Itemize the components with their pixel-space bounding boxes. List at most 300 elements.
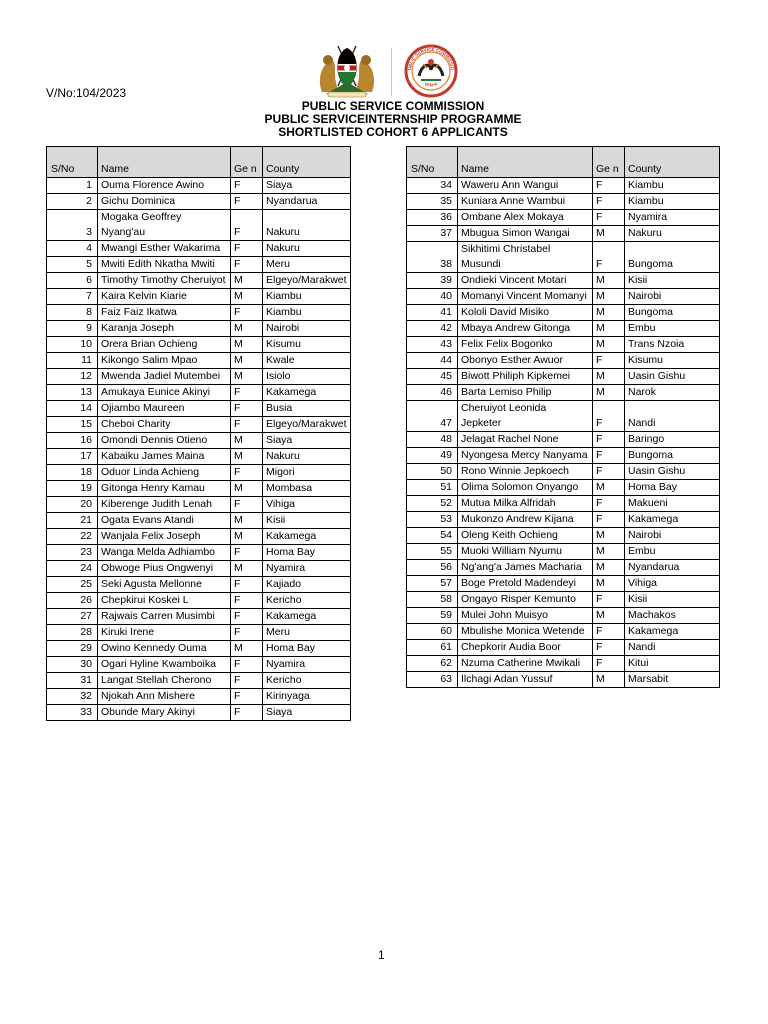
table-row — [407, 592, 720, 608]
cell-name: Faiz Faiz Ikatwa — [98, 305, 231, 321]
cell-name: Felix Felix Bogonko — [458, 337, 593, 353]
cell-sno: 12 — [47, 369, 98, 385]
cell-county: Kericho — [263, 593, 351, 609]
table-row — [47, 273, 351, 289]
cell-name: Amukaya Eunice Akinyi — [98, 385, 231, 401]
cell-name: Kuniara Anne Wambui — [458, 194, 593, 210]
cell-name: Ilchagi Adan Yussuf — [458, 672, 593, 688]
cell-sno: 36 — [407, 210, 458, 226]
cell-county: Kiambu — [625, 194, 720, 210]
cell-name: Orera Brian Ochieng — [98, 337, 231, 353]
table-row — [47, 305, 351, 321]
cell-name: Mukonzo Andrew Kijana — [458, 512, 593, 528]
cell-sno: 2 — [47, 194, 98, 210]
cell-name: Obonyo Esther Awuor — [458, 353, 593, 369]
table-row — [407, 289, 720, 305]
cell-gender: F — [593, 242, 625, 273]
cell-sno: 21 — [47, 513, 98, 529]
cell-gender: M — [231, 481, 263, 497]
cell-name: Sikhitimi Christabel Musundi — [458, 242, 593, 273]
cell-gender: M — [231, 641, 263, 657]
table-row — [407, 544, 720, 560]
table-header-row — [47, 147, 351, 178]
cell-sno: 55 — [407, 544, 458, 560]
cell-gender: F — [593, 496, 625, 512]
cell-sno: 10 — [47, 337, 98, 353]
cell-sno: 40 — [407, 289, 458, 305]
table-row — [407, 528, 720, 544]
cell-name: Boge Pretold Madendeyi — [458, 576, 593, 592]
cell-name: Ondieki Vincent Motari — [458, 273, 593, 289]
cell-gender: M — [593, 226, 625, 242]
table-row — [407, 353, 720, 369]
cell-gender: F — [231, 465, 263, 481]
cell-county: Uasin Gishu — [625, 369, 720, 385]
cell-county: Nairobi — [625, 528, 720, 544]
cell-gender: F — [593, 353, 625, 369]
cell-county: Nyandarua — [625, 560, 720, 576]
table-row — [47, 337, 351, 353]
cell-name: Mwenda Jadiel Mutembei — [98, 369, 231, 385]
cell-sno: 52 — [407, 496, 458, 512]
cell-county: Elgeyo/Marakwet — [263, 417, 351, 433]
table-row — [407, 321, 720, 337]
cell-gender: M — [593, 608, 625, 624]
cell-name: Kikongo Salim Mpao — [98, 353, 231, 369]
cell-gender: F — [231, 689, 263, 705]
table-row — [47, 689, 351, 705]
cell-county: Kiambu — [625, 178, 720, 194]
cell-county: Migori — [263, 465, 351, 481]
cell-gender: F — [593, 592, 625, 608]
cell-name: Kiruki Irene — [98, 625, 231, 641]
cell-name: Owino Kennedy Ouma — [98, 641, 231, 657]
table-row — [407, 512, 720, 528]
cell-gender: F — [231, 625, 263, 641]
cell-sno: 46 — [407, 385, 458, 401]
cell-sno: 17 — [47, 449, 98, 465]
title-line-1: PUBLIC SERVICE COMMISSION — [301, 99, 485, 113]
cell-name: Jelagat Rachel None — [458, 432, 593, 448]
cell-county: Embu — [625, 321, 720, 337]
title-line-2: PUBLIC SERVICEINTERNSHIP PROGRAMME — [264, 112, 522, 126]
cell-sno: 27 — [47, 609, 98, 625]
cell-county: Vihiga — [263, 497, 351, 513]
cell-gender: F — [231, 593, 263, 609]
cell-name: Njokah Ann Mishere — [98, 689, 231, 705]
cell-sno: 13 — [47, 385, 98, 401]
cell-sno: 30 — [47, 657, 98, 673]
cell-sno: 48 — [407, 432, 458, 448]
header-county: County — [625, 147, 720, 178]
cell-gender: F — [231, 385, 263, 401]
table-row — [407, 496, 720, 512]
table-row — [407, 337, 720, 353]
cell-name: Biwott Philiph Kipkemei — [458, 369, 593, 385]
cell-county: Kwale — [263, 353, 351, 369]
table-row — [47, 178, 351, 194]
table-row — [47, 433, 351, 449]
cell-gender: F — [231, 178, 263, 194]
cell-gender: F — [231, 194, 263, 210]
cell-gender: F — [593, 401, 625, 432]
table-row — [47, 609, 351, 625]
header-gender: Ge n — [593, 147, 625, 178]
cell-county: Kisumu — [263, 337, 351, 353]
cell-county: Siaya — [263, 433, 351, 449]
cell-gender: M — [231, 353, 263, 369]
cell-sno: 6 — [47, 273, 98, 289]
cell-county: Kakamega — [625, 512, 720, 528]
cell-sno: 44 — [407, 353, 458, 369]
cell-county: Narok — [625, 385, 720, 401]
table-row — [47, 417, 351, 433]
cell-gender: F — [593, 178, 625, 194]
cell-county: Kakamega — [263, 385, 351, 401]
cell-gender: F — [231, 417, 263, 433]
cell-county: Nyamira — [263, 561, 351, 577]
table-row — [47, 449, 351, 465]
cell-name: Ojiambo Maureen — [98, 401, 231, 417]
cell-name: Mogaka Geoffrey Nyang'au — [98, 210, 231, 241]
cell-name: Mbugua Simon Wangai — [458, 226, 593, 242]
title-line-3: SHORTLISTED COHORT 6 APPLICANTS — [278, 125, 508, 139]
cell-gender: M — [593, 273, 625, 289]
table-row — [47, 497, 351, 513]
table-row — [407, 432, 720, 448]
cell-gender: F — [231, 577, 263, 593]
table-row — [407, 226, 720, 242]
cell-county: Homa Bay — [263, 545, 351, 561]
cell-name: Oleng Keith Ochieng — [458, 528, 593, 544]
cell-gender: M — [593, 369, 625, 385]
cell-sno: 4 — [47, 241, 98, 257]
cell-name: Cheboi Charity — [98, 417, 231, 433]
cell-sno: 22 — [47, 529, 98, 545]
table-row — [47, 321, 351, 337]
cell-county: Kiambu — [263, 305, 351, 321]
cell-county: Nandi — [625, 640, 720, 656]
cell-county: Homa Bay — [625, 480, 720, 496]
cell-gender: M — [593, 544, 625, 560]
cell-gender: F — [593, 432, 625, 448]
cell-gender: F — [231, 545, 263, 561]
cell-gender: M — [593, 337, 625, 353]
cell-sno: 42 — [407, 321, 458, 337]
cell-gender: F — [231, 673, 263, 689]
table-row — [407, 401, 720, 432]
cell-name: Waweru Ann Wangui — [458, 178, 593, 194]
cell-name: Cheruiyot Leonida Jepketer — [458, 401, 593, 432]
cell-gender: M — [593, 480, 625, 496]
table-row — [407, 178, 720, 194]
cell-sno: 7 — [47, 289, 98, 305]
cell-sno: 41 — [407, 305, 458, 321]
applicants-table-left — [46, 146, 351, 721]
cell-county: Kakamega — [625, 624, 720, 640]
cell-gender: M — [593, 528, 625, 544]
cell-gender: M — [593, 672, 625, 688]
cell-gender: M — [593, 321, 625, 337]
cell-sno: 49 — [407, 448, 458, 464]
cell-gender: M — [231, 513, 263, 529]
cell-gender: F — [231, 401, 263, 417]
cell-county: Busia — [263, 401, 351, 417]
cell-name: Kololi David Misiko — [458, 305, 593, 321]
cell-sno: 29 — [47, 641, 98, 657]
psc-seal-logo — [402, 44, 460, 98]
table-row — [47, 353, 351, 369]
cell-county: Kitui — [625, 656, 720, 672]
cell-name: Barta Lemiso Philip — [458, 385, 593, 401]
cell-county: Kakamega — [263, 609, 351, 625]
cell-gender: F — [231, 497, 263, 513]
cell-name: Mwiti Edith Nkatha Mwiti — [98, 257, 231, 273]
table-row — [47, 641, 351, 657]
cell-sno: 9 — [47, 321, 98, 337]
cell-county: Nyamira — [263, 657, 351, 673]
cell-sno: 53 — [407, 512, 458, 528]
svg-text:PUBLIC SERVICE COMMISSION: UBLIC SERVICE COMMISSIO — [406, 46, 456, 71]
cell-gender: F — [593, 656, 625, 672]
table-row — [407, 560, 720, 576]
cell-gender: M — [593, 560, 625, 576]
cell-name: Nyongesa Mercy Nanyama — [458, 448, 593, 464]
cell-name: Momanyi Vincent Momanyi — [458, 289, 593, 305]
cell-county: Mombasa — [263, 481, 351, 497]
cell-gender: F — [593, 210, 625, 226]
cell-name: Nzuma Catherine Mwikali — [458, 656, 593, 672]
cell-sno: 25 — [47, 577, 98, 593]
cell-name: Mutua Milka Alfridah — [458, 496, 593, 512]
cell-gender: M — [231, 273, 263, 289]
cell-county: Kirinyaga — [263, 689, 351, 705]
cell-sno: 14 — [47, 401, 98, 417]
cell-sno: 15 — [47, 417, 98, 433]
cell-name: Ogari Hyline Kwamboika — [98, 657, 231, 673]
table-row — [407, 672, 720, 688]
cell-sno: 54 — [407, 528, 458, 544]
cell-county: Nairobi — [263, 321, 351, 337]
cell-county: Kiambu — [263, 289, 351, 305]
cell-sno: 58 — [407, 592, 458, 608]
cell-sno: 51 — [407, 480, 458, 496]
table-row — [407, 640, 720, 656]
table-row — [407, 608, 720, 624]
header-gender: Ge n — [231, 147, 263, 178]
cell-name: Mbaya Andrew Gitonga — [458, 321, 593, 337]
cell-name: Olima Solomon Onyango — [458, 480, 593, 496]
table-row — [47, 257, 351, 273]
cell-name: Kaira Kelvin Kiarie — [98, 289, 231, 305]
cell-sno: 43 — [407, 337, 458, 353]
cell-sno: 16 — [47, 433, 98, 449]
table-row — [47, 401, 351, 417]
table-body-left — [47, 178, 351, 721]
table-row — [47, 289, 351, 305]
cell-sno: 20 — [47, 497, 98, 513]
table-row — [47, 673, 351, 689]
cell-county: Kisumu — [625, 353, 720, 369]
cell-gender: F — [593, 448, 625, 464]
coat-of-arms-logo — [316, 42, 378, 98]
cell-sno: 35 — [407, 194, 458, 210]
cell-sno: 56 — [407, 560, 458, 576]
cell-sno: 1 — [47, 178, 98, 194]
cell-name: Ogata Evans Atandi — [98, 513, 231, 529]
table-row — [47, 625, 351, 641]
cell-county: Homa Bay — [263, 641, 351, 657]
cell-name: Chepkirui Koskei L — [98, 593, 231, 609]
cell-name: Wanga Melda Adhiambo — [98, 545, 231, 561]
table-row — [407, 305, 720, 321]
cell-gender: F — [593, 464, 625, 480]
cell-county: Isiolo — [263, 369, 351, 385]
cell-gender: M — [231, 561, 263, 577]
cell-gender: M — [593, 289, 625, 305]
cell-name: Kabaiku James Maina — [98, 449, 231, 465]
cell-county: Meru — [263, 257, 351, 273]
table-row — [407, 194, 720, 210]
table-row — [47, 657, 351, 673]
cell-name: Oduor Linda Achieng — [98, 465, 231, 481]
cell-county: Kisii — [263, 513, 351, 529]
cell-name: Rajwais Carren Musimbi — [98, 609, 231, 625]
svg-text:KENYA: KENYA — [424, 81, 438, 88]
cell-county: Nyandarua — [263, 194, 351, 210]
cell-county: Kisii — [625, 273, 720, 289]
cell-county: Nakuru — [625, 226, 720, 242]
cell-name: Seki Agusta Mellonne — [98, 577, 231, 593]
cell-sno: 61 — [407, 640, 458, 656]
cell-gender: F — [593, 640, 625, 656]
cell-county: Bungoma — [625, 305, 720, 321]
table-row — [407, 480, 720, 496]
cell-gender: M — [593, 305, 625, 321]
cell-name: Obunde Mary Akinyi — [98, 705, 231, 721]
table-row — [47, 577, 351, 593]
table-row — [407, 210, 720, 226]
cell-gender: F — [593, 194, 625, 210]
cell-sno: 63 — [407, 672, 458, 688]
cell-sno: 45 — [407, 369, 458, 385]
cell-name: Gitonga Henry Kamau — [98, 481, 231, 497]
table-row — [47, 561, 351, 577]
cell-gender: F — [231, 705, 263, 721]
cell-gender: M — [231, 337, 263, 353]
cell-gender: F — [231, 210, 263, 241]
cell-gender: F — [231, 241, 263, 257]
cell-name: Rono Winnie Jepkoech — [458, 464, 593, 480]
cell-county: Nairobi — [625, 289, 720, 305]
cell-name: Mwangi Esther Wakarima — [98, 241, 231, 257]
cell-sno: 23 — [47, 545, 98, 561]
cell-gender: F — [231, 657, 263, 673]
header-county: County — [263, 147, 351, 178]
cell-sno: 28 — [47, 625, 98, 641]
header-name: Name — [98, 147, 231, 178]
cell-sno: 11 — [47, 353, 98, 369]
cell-sno: 59 — [407, 608, 458, 624]
cell-gender: F — [593, 512, 625, 528]
cell-name: Muoki William Nyumu — [458, 544, 593, 560]
cell-county: Kakamega — [263, 529, 351, 545]
cell-county: Bungoma — [625, 242, 720, 273]
table-row — [47, 705, 351, 721]
cell-name: Timothy Timothy Cheruiyot — [98, 273, 231, 289]
header-sno: S/No — [47, 147, 98, 178]
table-row — [407, 624, 720, 640]
cell-county: Nandi — [625, 401, 720, 432]
cell-gender: M — [593, 385, 625, 401]
table-row — [407, 464, 720, 480]
table-row — [47, 385, 351, 401]
cell-sno: 24 — [47, 561, 98, 577]
cell-gender: M — [231, 289, 263, 305]
page-number: 1 — [378, 948, 385, 962]
cell-county: Nakuru — [263, 241, 351, 257]
cell-county: Trans Nzoia — [625, 337, 720, 353]
cell-county: Siaya — [263, 705, 351, 721]
cell-name: Omondi Dennis Otieno — [98, 433, 231, 449]
document-titles — [0, 100, 768, 139]
table-row — [47, 529, 351, 545]
cell-gender: M — [593, 576, 625, 592]
table-row — [47, 481, 351, 497]
cell-sno: 62 — [407, 656, 458, 672]
cell-sno: 3 — [47, 210, 98, 241]
header-sno: S/No — [407, 147, 458, 178]
cell-county: Kisii — [625, 592, 720, 608]
table-row — [47, 545, 351, 561]
cell-gender: M — [231, 433, 263, 449]
cell-county: Makueni — [625, 496, 720, 512]
cell-name: Mbulishe Monica Wetende — [458, 624, 593, 640]
cell-gender: M — [231, 321, 263, 337]
cell-sno: 33 — [47, 705, 98, 721]
table-body-right — [407, 178, 720, 688]
cell-gender: F — [231, 305, 263, 321]
cell-name: Karanja Joseph — [98, 321, 231, 337]
cell-sno: 37 — [407, 226, 458, 242]
cell-county: Embu — [625, 544, 720, 560]
table-row — [407, 385, 720, 401]
table-row — [407, 448, 720, 464]
cell-sno: 34 — [407, 178, 458, 194]
table-row — [47, 593, 351, 609]
table-row — [47, 513, 351, 529]
cell-name: Ng'ang'a James Macharia — [458, 560, 593, 576]
cell-gender: F — [231, 609, 263, 625]
cell-gender: M — [231, 369, 263, 385]
applicants-table-right — [406, 146, 720, 688]
cell-sno: 8 — [47, 305, 98, 321]
cell-name: Chepkorir Audia Boor — [458, 640, 593, 656]
table-row — [47, 194, 351, 210]
logo-divider — [391, 48, 392, 96]
table-row — [407, 242, 720, 273]
cell-sno: 32 — [47, 689, 98, 705]
cell-name: Langat Stellah Cherono — [98, 673, 231, 689]
cell-sno: 26 — [47, 593, 98, 609]
cell-county: Baringo — [625, 432, 720, 448]
cell-sno: 57 — [407, 576, 458, 592]
cell-name: Ombane Alex Mokaya — [458, 210, 593, 226]
cell-county: Vihiga — [625, 576, 720, 592]
cell-sno: 50 — [407, 464, 458, 480]
cell-name: Ongayo Risper Kemunto — [458, 592, 593, 608]
cell-county: Kericho — [263, 673, 351, 689]
